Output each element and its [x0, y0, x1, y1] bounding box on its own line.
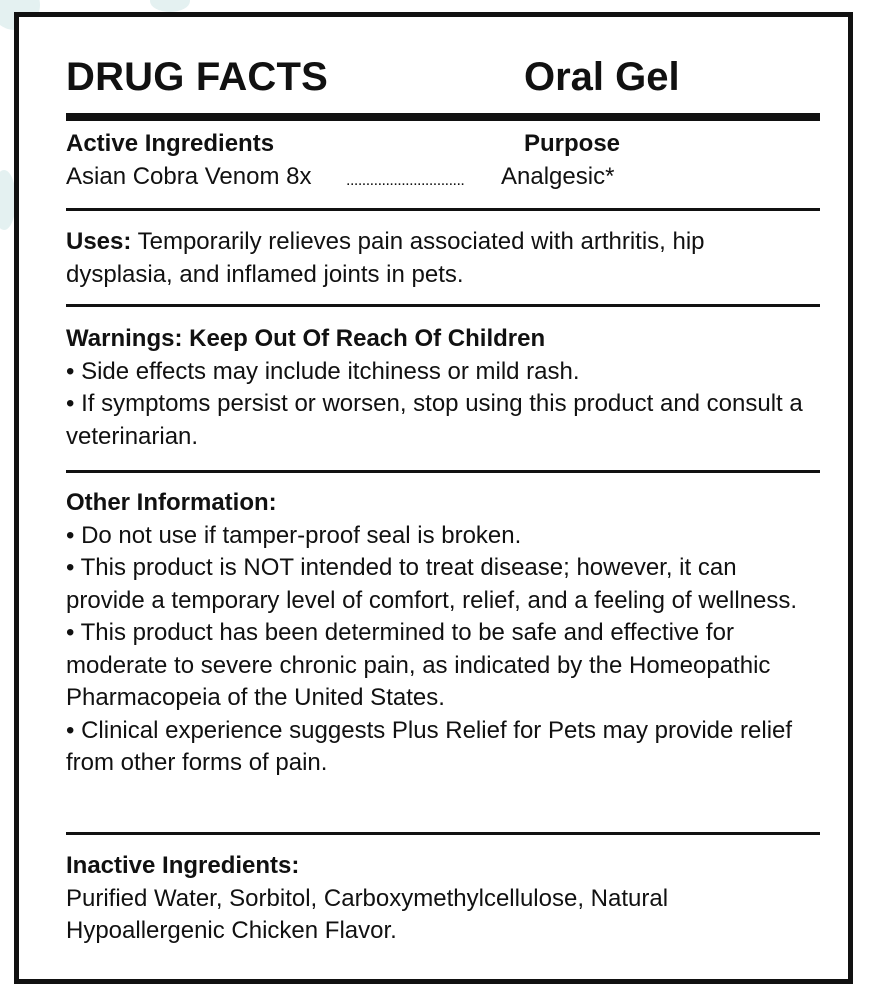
other-information-section — [66, 487, 816, 780]
warning-item: • If symptoms persist or worsen, stop using this product and consult a veterinarian. — [66, 390, 803, 450]
warnings-section — [66, 323, 816, 453]
other-information-item: • Clinical experience suggests Plus Relief for Pets may provide relief from other forms of pain. — [66, 716, 793, 776]
purpose-heading: Purpose — [524, 130, 621, 157]
background-decoration-dot — [150, 0, 190, 12]
section-divider — [66, 304, 820, 307]
other-information-heading: Other Information: — [66, 489, 277, 516]
active-ingredients-heading: Active Ingredients — [66, 130, 275, 157]
warning-item: • Side effects may include itchiness or mild rash. — [66, 357, 580, 385]
other-information-item: • This product has been determined to be safe and effective for moderate to severe chronic pain, as indicated by the Homeopathic Pharmacopeia of the United States. — [66, 619, 771, 711]
warnings-heading: Warnings: Keep Out Of Reach Of Children — [66, 325, 546, 352]
section-divider — [66, 470, 820, 473]
drug-facts-header — [66, 55, 826, 105]
other-information-item: • This product is NOT intended to treat disease; however, it can provide a temporary level of comfort, relief, and a feeling of wellness. — [66, 554, 798, 614]
leader-dots: .............................. — [346, 171, 465, 189]
header-divider — [66, 113, 820, 121]
product-form: Oral Gel — [524, 55, 680, 99]
uses-heading: Uses: — [66, 228, 132, 255]
drug-facts-title: DRUG FACTS — [66, 55, 328, 99]
active-ingredients-header-row — [66, 128, 816, 161]
active-ingredients-section — [66, 128, 816, 193]
inactive-ingredients-heading: Inactive Ingredients: — [66, 852, 300, 879]
section-divider — [66, 208, 820, 211]
other-information-item: • Do not use if tamper-proof seal is broken. — [66, 521, 522, 549]
active-ingredient-purpose: Analgesic* — [501, 162, 615, 190]
uses-section — [66, 226, 816, 291]
drug-facts-label — [14, 12, 853, 984]
section-divider — [66, 832, 820, 835]
active-ingredient-row — [66, 161, 816, 194]
inactive-ingredients-text: Purified Water, Sorbitol, Carboxymethylcellulose, Natural Hypoallergenic Chicken Flavor. — [66, 884, 669, 944]
uses-text: Temporarily relieves pain associated with arthritis, hip dysplasia, and inflamed joints in pets. — [66, 228, 705, 288]
inactive-ingredients-section — [66, 850, 816, 948]
active-ingredient-name: Asian Cobra Venom 8x — [66, 162, 312, 190]
